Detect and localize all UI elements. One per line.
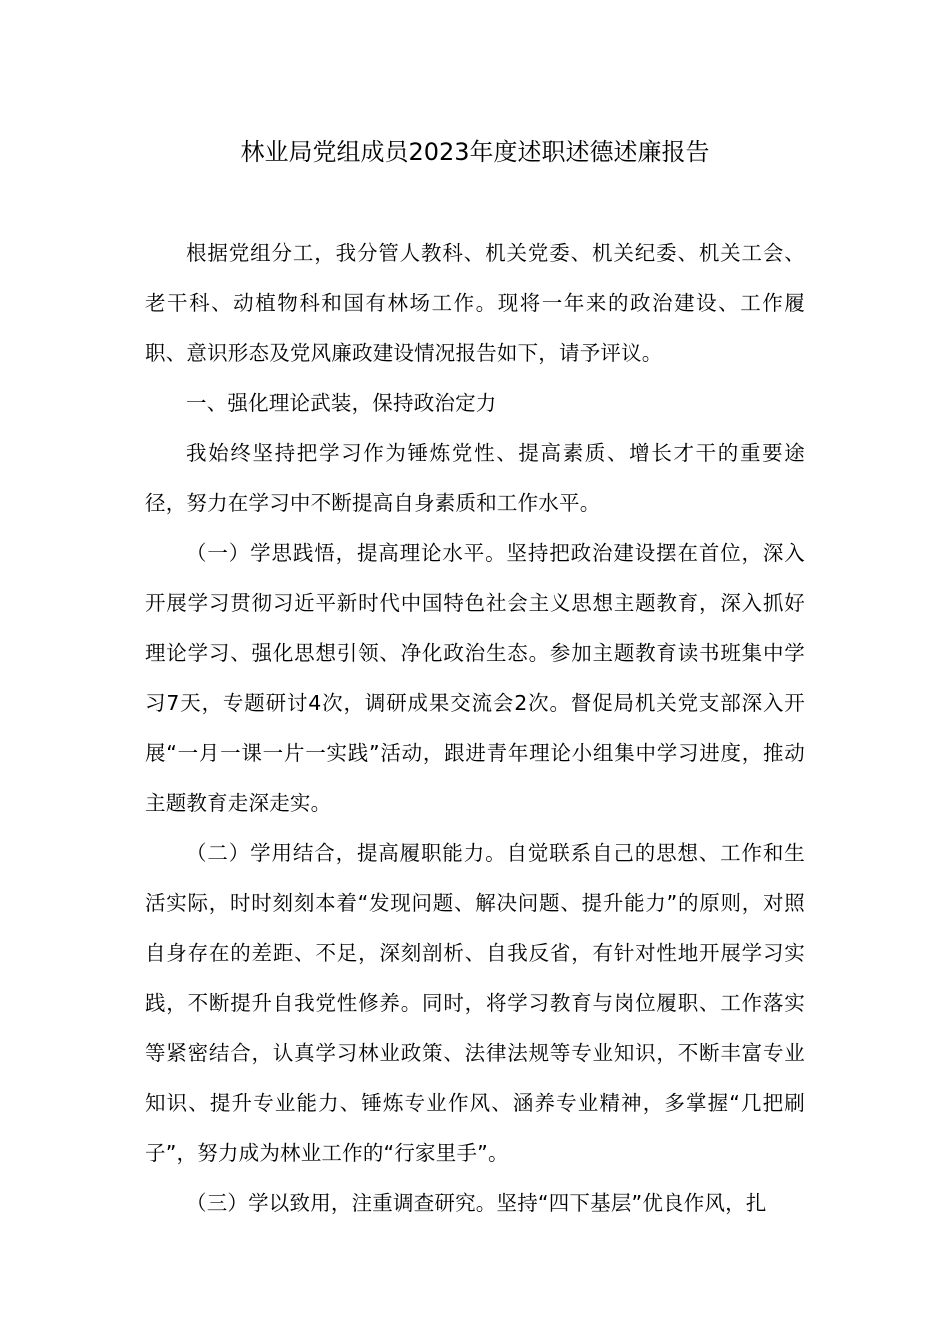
document-body (145, 228, 805, 1228)
paragraph-intro: 根据党组分工，我分管人教科、机关党委、机关纪委、机关工会、老干科、动植物科和国有林场工作。现将一年来的政治建设、工作履职、意识形态及党风廉政建设情况报告如下，请予评议。 (145, 241, 805, 365)
paragraph-subsection-1: （一）学思践悟，提高理论水平。坚持把政治建设摆在首位，深入开展学习贯彻习近平新时代中国特色社会主义思想主题教育，深入抓好理论学习、强化思想引领、净化政治生态。参加主题教育读书班集中学习7天，专题研讨4次，调研成果交流会2次。督促局机关党支部深入开展“一月一课一片一实践”活动，跟进青年理论小组集中学习进度，推动主题教育走深走实。 (145, 541, 805, 815)
paragraph-subsection-3: （三）学以致用，注重调查研究。坚持“四下基层”优良作风，扎 (186, 1191, 767, 1215)
section-heading-1: 一、强化理论武装，保持政治定力 (186, 391, 497, 415)
paragraph-subsection-2: （二）学用结合，提高履职能力。自觉联系自己的思想、工作和生活实际，时时刻刻本着“发现问题、解决问题、提升能力”的原则，对照自身存在的差距、不足，深刻剖析、自我反省，有针对性地开展学习实践，不断提升自我党性修养。同时，将学习教育与岗位履职、工作落实等紧密结合，认真学习林业政策、法律法规等专业知识，不断丰富专业知识、提升专业能力、锤炼专业作风、涵养专业精神，多掌握“几把刷子”，努力成为林业工作的“行家里手”。 (145, 841, 805, 1165)
document-title: 林业局党组成员2023年度述职述德述廉报告 (240, 138, 710, 166)
paragraph-section-1-intro: 我始终坚持把学习作为锤炼党性、提高素质、增长才干的重要途径，努力在学习中不断提高自身素质和工作水平。 (145, 441, 805, 515)
